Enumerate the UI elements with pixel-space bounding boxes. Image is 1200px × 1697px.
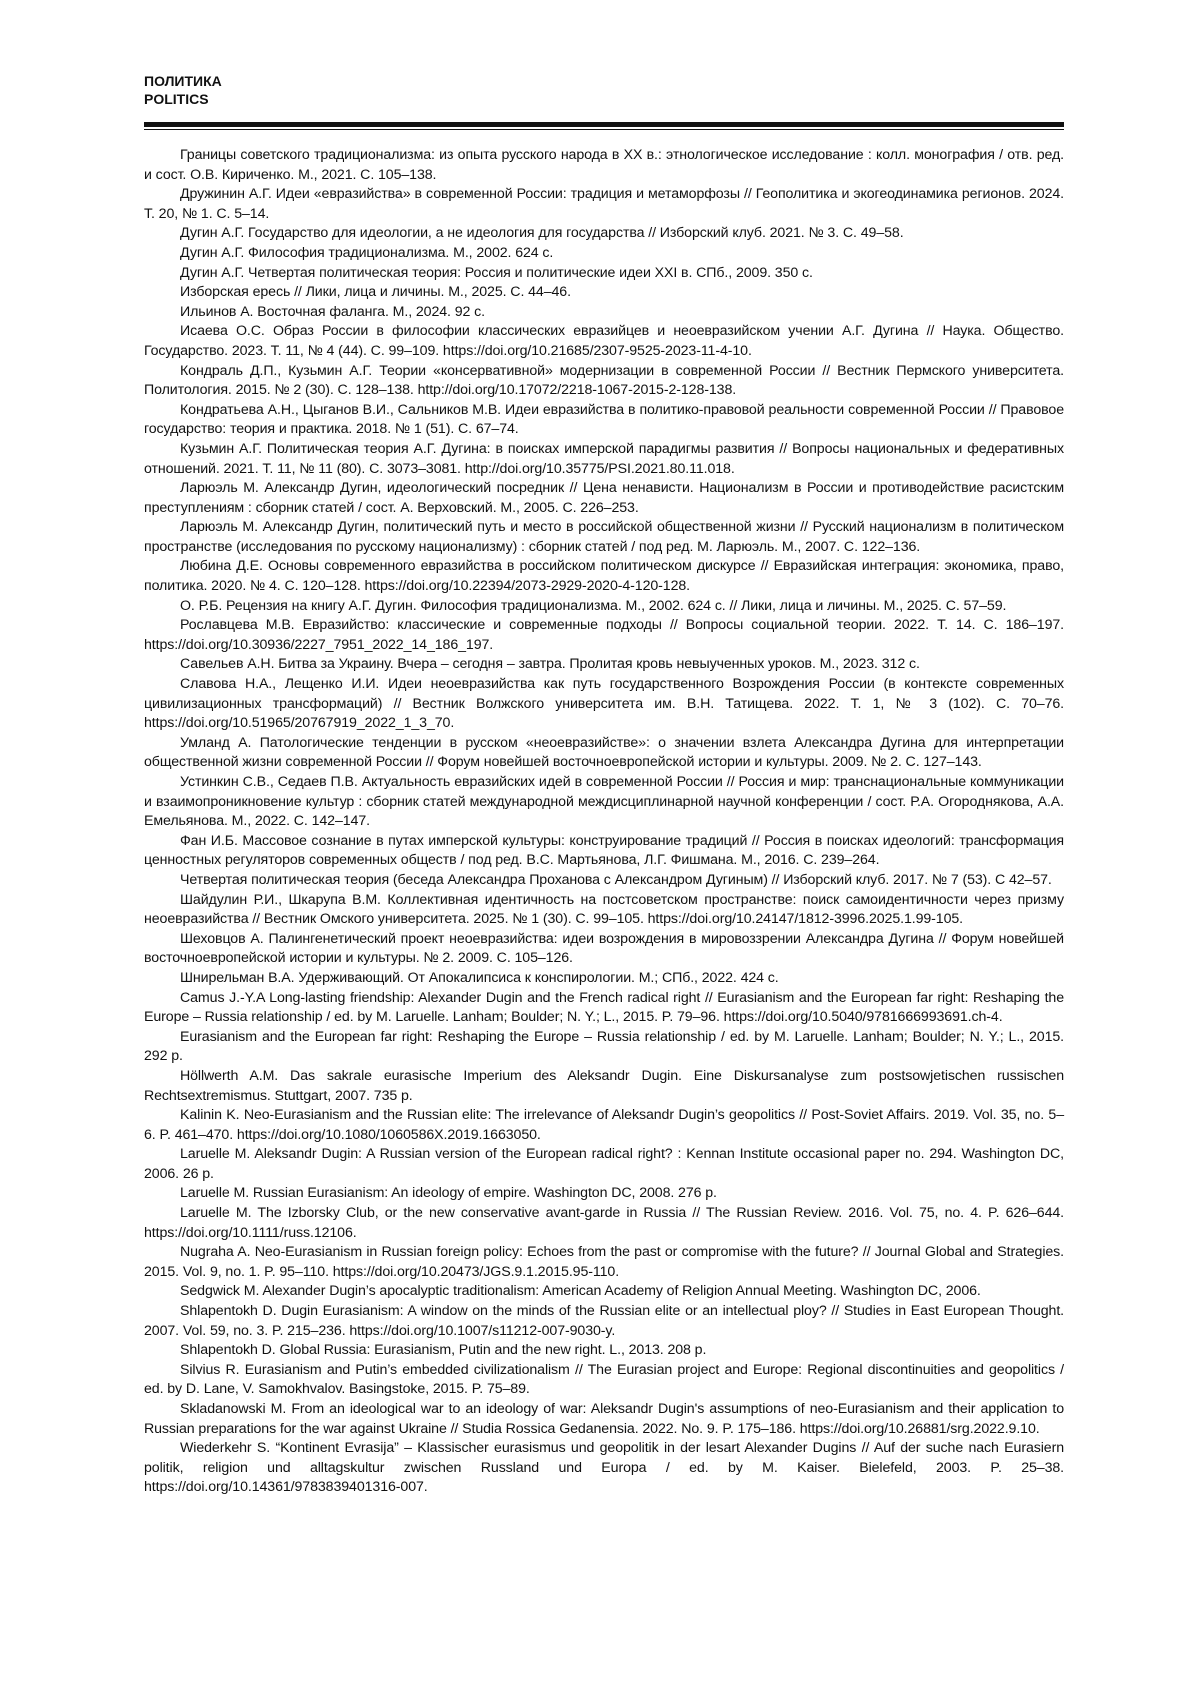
reference-entry: Рославцева М.В. Евразийство: классические и современные подходы // Вопросы социальной теории. 2022. Т. 14. С. 186–197. https://doi.org/10.30936/2227_7951_2022_14_186_197. (144, 617, 1064, 653)
reference-entry: Ларюэль М. Александр Дугин, политический путь и место в российской общественной жизни // Русский национализм в политическом пространстве (исследования по русскому национализму) : сборник статей / под ред. М. Ларюэль. М., 2007. С. 122–136. (144, 519, 1064, 555)
reference-list (144, 146, 1064, 1498)
header-rule-thin (144, 129, 1064, 130)
section-title-ru: ПОЛИТИКА (144, 73, 222, 89)
reference-entry: Silvius R. Eurasianism and Putin’s embedded civilizationalism // The Eurasian project and Europe: Regional discontinuities and geopolitics / ed. by D. Lane, V. Samokhvalov. Basingstoke, 2015. P. 75–89. (144, 1361, 1064, 1398)
reference-entry: Eurasianism and the European far right: Reshaping the Europe – Russia relationship / ed. by M. Laruelle. Lanham; Boulder; N. Y.; L., 2015. 292 p. (144, 1028, 1064, 1065)
reference-entry: Умланд А. Патологические тенденции в русском «неоевразийстве»: о значении взлета Александра Дугина для интерпретации общественной жизни современной России // Форум новейшей восточноевропейской истории и культуры. 2009. № 2. С. 127–143. (144, 734, 1064, 771)
reference-entry: Ильинов А. Восточная фаланга. М., 2024. 92 с. (180, 303, 485, 320)
reference-entry: Фан И.Б. Массовое сознание в путах имперской культуры: конструирование традиций // Россия в поисках идеологий: трансформация ценностных регуляторов современных обществ / под ред. В.С. Мартьянова, Л.Г. Фишмана. М., 2016. С. 239–264. (144, 832, 1064, 869)
reference-entry: Любина Д.Е. Основы современного евразийства в российском политическом дискурсе // Евразийская интеграция: экономика, право, политика. 2020. № 4. С. 120–128. https://doi.org/10.22394/2073-2929-2020-4-120-128. (144, 558, 1064, 595)
reference-entry: Савельев А.Н. Битва за Украину. Вчера – сегодня – завтра. Пролитая кровь невыученных уроков. М., 2023. 312 с. (180, 656, 920, 673)
reference-entry: Изборская ересь // Лики, лица и личины. М., 2025. С. 44–46. (180, 284, 571, 301)
reference-entry: Laruelle M. Aleksandr Dugin: A Russian version of the European radical right? : Kennan Institute occasional paper no. 294. Washington DC, 2006. 26 p. (144, 1146, 1064, 1182)
reference-entry: Skladanowski M. From an ideological war to an ideology of war: Aleksandr Dugin's assumptions of neo-Eurasianism and their application to Russian preparations for the war against Ukraine // Studia Rossica Gedanensia. 2022. No. 9. P. 175–186. https://doi.org/10.26881/srg.2022.9.10. (144, 1401, 1064, 1437)
reference-entry: Кондраль Д.П., Кузьмин А.Г. Теории «консервативной» модернизации в современной России // Вестник Пермского университета. Политология. 2015. № 2 (30). С. 128–138. http://doi.org/10.17072/2218-1067-2015-2-128-138. (144, 362, 1064, 399)
reference-entry: Кузьмин А.Г. Политическая теория А.Г. Дугина: в поисках имперской парадигмы развития // Вопросы национальных и федеративных отношений. 2021. Т. 11, № 11 (80). С. 3073–3081. http://doi.org/10.35775/PSI.2021.80.11.018. (144, 440, 1064, 477)
reference-entry: Дружинин А.Г. Идеи «евразийства» в современной России: традиция и метаморфозы // Геополитика и экогеодинамика регионов. 2024. Т. 20, № 1. С. 5–14. (144, 186, 1064, 222)
header-rule-thick (144, 122, 1064, 127)
reference-entry: Границы советского традиционализма: из опыта русского народа в XX в.: этнологическое исследование : колл. монография / отв. ред. и сост. О.В. Кириченко. М., 2021. С. 105–138. (144, 147, 1064, 183)
reference-entry: Шнирельман В.А. Удерживающий. От Апокалипсиса к конспирологии. М.; СПб., 2022. 424 с. (180, 969, 779, 986)
reference-entry: Nugraha A. Neo-Eurasianism in Russian foreign policy: Echoes from the past or compromise with the future? // Journal Global and Strategies. 2015. Vol. 9, no. 1. P. 95–110. https://doi.org/10.20473/JGS.9.1.2015.95-110. (144, 1244, 1064, 1280)
reference-entry: Устинкин С.В., Седаев П.В. Актуальность евразийских идей в современной России // Россия и мир: транснациональные коммуникации и взаимопроникновение культур : сборник статей международной междисциплинарной научной конференции / сост. Р.А. Огороднякова, А.А. Емельянова. М., 2022. С. 142–147. (144, 774, 1064, 830)
reference-entry: Laruelle M. The Izborsky Club, or the new conservative avant-garde in Russia // The Russian Review. 2016. Vol. 75, no. 4. P. 626–644. https://doi.org/10.1111/russ.12106. (144, 1205, 1064, 1241)
reference-entry: Sedgwick M. Alexander Dugin’s apocalyptic traditionalism: American Academy of Religion Annual Meeting. Washington DC, 2006. (180, 1283, 981, 1300)
reference-entry: Shlapentokh D. Dugin Eurasianism: A window on the minds of the Russian elite or an intellectual ploy? // Studies in East European Thought. 2007. Vol. 59, no. 3. P. 215–236. https://doi.org/10.1007/s11212-007-9030-y. (144, 1303, 1064, 1339)
reference-entry: Шайдулин Р.И., Шкарупа В.М. Коллективная идентичность на постсоветском пространстве: поиск самоидентичности через призму неоевразийства // Вестник Омского университета. 2025. № 1 (30). С. 99–105. https://doi.org/10.24147/1812-3996.2025.1.99-105. (144, 891, 1064, 928)
reference-entry: Дугин А.Г. Государство для идеологии, а не идеология для государства // Изборский клуб. 2021. № 3. С. 49–58. (180, 225, 904, 242)
reference-entry: Дугин А.Г. Четвертая политическая теория: Россия и политические идеи XXI в. СПб., 2009. 350 с. (180, 264, 813, 281)
reference-entry: Дугин А.Г. Философия традиционализма. М., 2002. 624 с. (180, 244, 554, 261)
reference-entry: О. Р.Б. Рецензия на книгу А.Г. Дугин. Философия традиционализма. М., 2002. 624 с. // Лики, лица и личины. М., 2025. С. 57–59. (180, 597, 1007, 614)
section-title-en: POLITICS (144, 91, 209, 107)
reference-entry: Шеховцов А. Палингенетический проект неоевразийства: идеи возрождения в мировоззрении Александра Дугина // Форум новейшей восточноевропейской истории и культуры. № 2. 2009. С. 105–126. (144, 930, 1064, 967)
reference-entry: Wiederkehr S. “Kontinent Evrasija” – Klassischer eurasismus und geopolitik in der lesart Alexander Dugins // Auf der suche nach Eurasiern politik, religion und alltagskultur zwischen Russland und Europa / ed. by M. Kaiser. Bielefeld, 2003. P. 25–38. https://doi.org/10.14361/9783839401316-007. (144, 1440, 1064, 1496)
reference-entry: Кондратьева А.Н., Цыганов В.И., Сальников М.В. Идеи евразийства в политико-правовой реальности современной России // Правовое государство: теория и практика. 2018. № 1 (51). С. 67–74. (144, 401, 1064, 438)
reference-entry: Славова Н.А., Лещенко И.И. Идеи неоевразийства как путь государственного Возрождения России (в контексте современных цивилизационных трансформаций) // Вестник Волжского университета им. В.Н. Татищева. 2022. Т. 1, № 3 (102). С. 70–76. https://doi.org/10.51965/20767919_2022_1_3_70. (144, 676, 1064, 732)
running-header (144, 72, 222, 108)
reference-entry: Ларюэль М. Александр Дугин, идеологический посредник // Цена ненависти. Национализм в России и противодействие расистским преступлениям : сборник статей / сост. А. Верховский. М., 2005. С. 226–253. (144, 480, 1064, 516)
reference-entry: Kalinin K. Neo-Eurasianism and the Russian elite: The irrelevance of Aleksandr Dugin’s geopolitics // Post-Soviet Affairs. 2019. Vol. 35, no. 5–6. P. 461–470. https://doi.org/10.1080/1060586X.2019.1663050. (144, 1107, 1064, 1143)
reference-entry: Laruelle M. Russian Eurasianism: An ideology of empire. Washington DC, 2008. 276 p. (180, 1185, 717, 1202)
reference-entry: Höllwerth A.M. Das sakrale eurasische Imperium des Aleksandr Dugin. Eine Diskursanalyse zum postsowjetischen russischen Rechtsextremismus. Stuttgart, 2007. 735 p. (144, 1067, 1064, 1104)
reference-entry: Четвертая политическая теория (беседа Александра Проханова с Александром Дугиным) // Изборский клуб. 2017. № 7 (53). С 42–57. (180, 871, 1052, 888)
reference-entry: Camus J.-Y.A Long-lasting friendship: Alexander Dugin and the French radical right // Eurasianism and the European far right: Reshaping the Europe – Russia relationship / ed. by M. Laruelle. Lanham; Boulder; N. Y.; L., 2015. P. 79–96. https://doi.org/10.5040/9781666993691.ch-4. (144, 989, 1064, 1026)
reference-entry: Shlapentokh D. Global Russia: Eurasianism, Putin and the new right. L., 2013. 208 p. (180, 1342, 707, 1359)
reference-entry: Исаева О.С. Образ России в философии классических евразийцев и неоевразийском учении А.Г. Дугина // Наука. Общество. Государство. 2023. Т. 11, № 4 (44). С. 99–109. https://doi.org/10.21685/2307-9525-2023-11-4-10. (144, 323, 1064, 359)
